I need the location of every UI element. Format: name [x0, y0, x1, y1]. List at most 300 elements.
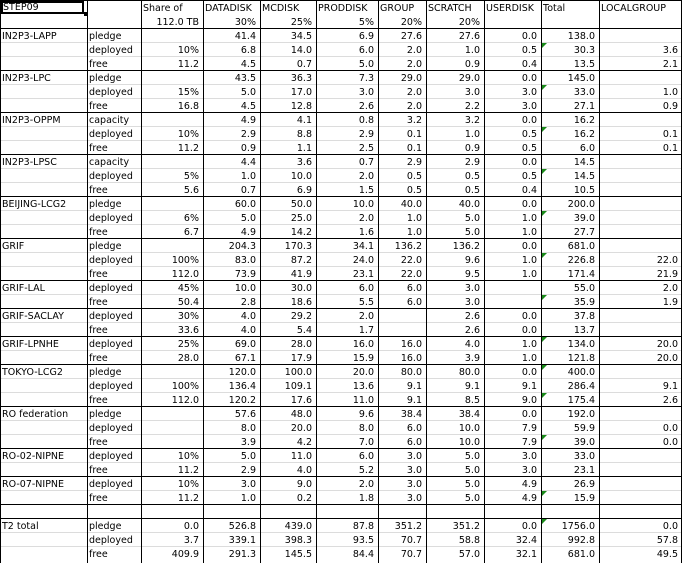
data-value[interactable] [599, 477, 682, 491]
data-value[interactable]: 10.0 [234, 283, 256, 294]
data-value[interactable]: 0.1 [662, 129, 678, 140]
data-value[interactable]: 2.0 [406, 59, 422, 70]
row-label[interactable]: free [89, 297, 108, 308]
data-value[interactable] [484, 281, 541, 295]
share-value[interactable]: 112.0 [171, 269, 199, 280]
data-value[interactable] [599, 239, 682, 253]
row-label[interactable]: deployed [89, 87, 133, 98]
share-value[interactable] [141, 435, 203, 449]
column-header[interactable]: GROUP [380, 3, 415, 14]
row-label[interactable]: pledge [89, 73, 122, 84]
data-value[interactable]: 138.0 [567, 31, 595, 42]
share-value[interactable]: 10% [177, 451, 199, 462]
data-value[interactable]: 67.1 [234, 353, 256, 364]
share-value[interactable]: 11.2 [177, 493, 199, 504]
row-label[interactable]: deployed [89, 423, 133, 434]
site-name[interactable]: RO federation [2, 409, 69, 420]
data-value[interactable]: 25.0 [290, 213, 312, 224]
data-value[interactable]: 2.6 [464, 311, 480, 322]
data-value[interactable]: 2.0 [358, 213, 374, 224]
column-subheader[interactable]: 30% [234, 17, 256, 28]
data-value[interactable]: 29.0 [458, 73, 480, 84]
data-value[interactable]: 4.0 [240, 311, 256, 322]
share-value[interactable] [141, 421, 203, 435]
data-value[interactable]: 1.0 [464, 129, 480, 140]
data-value[interactable]: 13.7 [573, 325, 595, 336]
data-value[interactable]: 5.0 [464, 465, 480, 476]
data-value[interactable]: 34.5 [290, 31, 312, 42]
data-value[interactable]: 7.0 [358, 437, 374, 448]
data-value[interactable]: 339.1 [228, 535, 256, 546]
data-value[interactable]: 28.0 [290, 339, 312, 350]
data-value[interactable]: 4.4 [240, 157, 256, 168]
data-value[interactable]: 171.4 [567, 269, 595, 280]
row-label[interactable]: deployed [89, 451, 133, 462]
data-value[interactable]: 0.9 [464, 59, 480, 70]
row-label[interactable]: pledge [89, 31, 122, 42]
data-value[interactable]: 2.0 [406, 101, 422, 112]
data-value[interactable]: 2.9 [240, 129, 256, 140]
row-label[interactable]: pledge [89, 199, 122, 210]
data-value[interactable]: 73.9 [234, 269, 256, 280]
data-value[interactable]: 87.2 [290, 255, 312, 266]
row-label[interactable]: deployed [89, 339, 133, 350]
data-value[interactable]: 1.9 [662, 297, 678, 308]
data-value[interactable]: 2.0 [662, 283, 678, 294]
data-value[interactable]: 3.0 [521, 451, 537, 462]
data-value[interactable] [599, 29, 682, 43]
data-value[interactable]: 5.0 [240, 451, 256, 462]
data-value[interactable]: 59.9 [573, 423, 595, 434]
data-value[interactable]: 992.8 [567, 535, 595, 546]
data-value[interactable]: 32.4 [515, 535, 537, 546]
data-value[interactable]: 69.0 [234, 339, 256, 350]
data-value[interactable]: 3.2 [464, 115, 480, 126]
data-value[interactable]: 0.0 [521, 31, 537, 42]
data-value[interactable]: 29.2 [290, 311, 312, 322]
site-name[interactable]: BEIJING-LCG2 [2, 199, 67, 210]
share-value[interactable]: 3.7 [183, 535, 199, 546]
data-value[interactable]: 1.0 [521, 339, 537, 350]
data-value[interactable]: 27.6 [400, 31, 422, 42]
column-header[interactable]: DATADISK [205, 3, 252, 14]
data-value[interactable]: 120.2 [228, 395, 256, 406]
data-value[interactable]: 1.0 [521, 269, 537, 280]
data-value[interactable]: 2.0 [358, 479, 374, 490]
data-value[interactable]: 3.6 [662, 45, 678, 56]
data-value[interactable]: 20.0 [290, 423, 312, 434]
row-label[interactable]: free [89, 185, 108, 196]
share-value[interactable]: 30% [177, 311, 199, 322]
data-value[interactable]: 9.1 [464, 381, 480, 392]
column-subheader[interactable]: 20% [458, 17, 480, 28]
row-label[interactable]: free [89, 101, 108, 112]
data-value[interactable]: 0.4 [521, 185, 537, 196]
row-label[interactable]: pledge [89, 521, 122, 532]
data-value[interactable]: 1.8 [358, 493, 374, 504]
data-value[interactable]: 41.4 [234, 31, 256, 42]
data-value[interactable]: 10.0 [458, 437, 480, 448]
data-value[interactable]: 136.2 [452, 241, 480, 252]
data-value[interactable]: 3.0 [521, 101, 537, 112]
share-value[interactable]: 6% [183, 213, 199, 224]
data-value[interactable]: 2.6 [662, 395, 678, 406]
row-label[interactable]: pledge [89, 409, 122, 420]
data-value[interactable]: 14.5 [573, 157, 595, 168]
data-value[interactable]: 2.0 [406, 45, 422, 56]
data-value[interactable]: 5.0 [464, 493, 480, 504]
share-value[interactable]: 11.2 [177, 59, 199, 70]
data-value[interactable]: 8.5 [464, 395, 480, 406]
share-value[interactable] [141, 29, 203, 43]
data-value[interactable]: 12.8 [290, 101, 312, 112]
data-value[interactable]: 4.2 [296, 437, 312, 448]
data-value[interactable]: 120.0 [228, 367, 256, 378]
data-value[interactable] [599, 113, 682, 127]
data-value[interactable]: 83.0 [234, 255, 256, 266]
data-value[interactable]: 0.5 [406, 185, 422, 196]
data-value[interactable]: 0.5 [521, 171, 537, 182]
data-value[interactable]: 0.1 [662, 143, 678, 154]
data-value[interactable] [484, 295, 541, 309]
data-value[interactable]: 4.9 [521, 479, 537, 490]
data-value[interactable]: 0.7 [358, 157, 374, 168]
data-value[interactable]: 17.9 [290, 353, 312, 364]
data-value[interactable]: 0.7 [240, 185, 256, 196]
data-value[interactable]: 0.9 [240, 143, 256, 154]
data-value[interactable]: 11.0 [352, 395, 374, 406]
data-value[interactable]: 0.7 [296, 59, 312, 70]
data-value[interactable]: 1.0 [662, 87, 678, 98]
row-label[interactable]: deployed [89, 255, 133, 266]
data-value[interactable]: 80.0 [400, 367, 422, 378]
data-value[interactable]: 2.9 [406, 157, 422, 168]
data-value[interactable]: 2.9 [358, 129, 374, 140]
share-value[interactable]: 33.6 [177, 325, 199, 336]
data-value[interactable]: 8.0 [240, 423, 256, 434]
data-value[interactable]: 7.3 [358, 73, 374, 84]
data-value[interactable]: 23.1 [573, 465, 595, 476]
data-value[interactable]: 13.5 [573, 59, 595, 70]
data-value[interactable]: 0.5 [521, 143, 537, 154]
data-value[interactable]: 27.6 [458, 31, 480, 42]
share-value[interactable]: 11.2 [177, 465, 199, 476]
data-value[interactable]: 23.1 [352, 269, 374, 280]
data-value[interactable]: 0.9 [464, 143, 480, 154]
data-value[interactable]: 1.5 [358, 185, 374, 196]
data-value[interactable]: 1.0 [464, 45, 480, 56]
share-value[interactable]: 25% [177, 339, 199, 350]
data-value[interactable] [599, 225, 682, 239]
data-value[interactable]: 7.9 [521, 437, 537, 448]
data-value[interactable]: 6.0 [406, 437, 422, 448]
site-name[interactable]: GRIF-SACLAY [2, 311, 64, 322]
data-value[interactable]: 6.0 [406, 423, 422, 434]
data-value[interactable]: 175.4 [567, 395, 595, 406]
row-label[interactable]: free [89, 549, 108, 560]
data-value[interactable]: 35.9 [573, 297, 595, 308]
row-label[interactable]: deployed [89, 381, 133, 392]
data-value[interactable]: 87.8 [352, 521, 374, 532]
share-value[interactable] [141, 155, 203, 169]
site-name[interactable]: IN2P3-LPSC [2, 157, 57, 168]
data-value[interactable]: 3.0 [521, 87, 537, 98]
data-value[interactable]: 9.1 [406, 381, 422, 392]
data-value[interactable]: 3.0 [406, 479, 422, 490]
data-value[interactable]: 2.9 [464, 157, 480, 168]
site-name[interactable]: RO-07-NIPNE [2, 479, 65, 490]
data-value[interactable]: 10.5 [573, 185, 595, 196]
data-value[interactable]: 681.0 [567, 241, 595, 252]
data-value[interactable]: 121.8 [567, 353, 595, 364]
data-value[interactable]: 5.0 [464, 227, 480, 238]
row-label[interactable]: free [89, 353, 108, 364]
data-value[interactable]: 0.1 [406, 143, 422, 154]
data-value[interactable]: 20.0 [352, 367, 374, 378]
data-value[interactable]: 93.5 [352, 535, 374, 546]
data-value[interactable]: 2.1 [662, 59, 678, 70]
data-value[interactable]: 33.0 [573, 451, 595, 462]
data-value[interactable]: 0.5 [464, 185, 480, 196]
data-value[interactable]: 0.0 [521, 241, 537, 252]
data-value[interactable]: 14.5 [573, 171, 595, 182]
data-value[interactable]: 1.0 [406, 227, 422, 238]
data-value[interactable]: 20.0 [656, 353, 678, 364]
share-value[interactable]: 28.0 [177, 353, 199, 364]
data-value[interactable]: 16.2 [573, 129, 595, 140]
row-label[interactable]: free [89, 437, 108, 448]
data-value[interactable] [599, 155, 682, 169]
data-value[interactable]: 291.3 [228, 549, 256, 560]
data-value[interactable]: 0.0 [662, 423, 678, 434]
data-value[interactable]: 18.6 [290, 297, 312, 308]
column-header[interactable]: USERDISK [486, 3, 534, 14]
row-label[interactable]: free [89, 59, 108, 70]
row-label[interactable]: capacity [89, 115, 130, 126]
data-value[interactable]: 3.0 [358, 87, 374, 98]
data-value[interactable]: 22.0 [400, 269, 422, 280]
data-value[interactable]: 16.0 [352, 339, 374, 350]
data-value[interactable]: 14.2 [290, 227, 312, 238]
data-value[interactable]: 9.6 [358, 409, 374, 420]
share-value[interactable]: 5% [183, 171, 199, 182]
data-value[interactable]: 38.4 [458, 409, 480, 420]
row-label[interactable]: free [89, 325, 108, 336]
data-value[interactable] [599, 183, 682, 197]
data-value[interactable]: 3.0 [406, 465, 422, 476]
data-value[interactable]: 134.0 [567, 339, 595, 350]
share-value[interactable] [141, 113, 203, 127]
data-value[interactable]: 37.8 [573, 311, 595, 322]
site-name[interactable]: IN2P3-LPC [2, 73, 51, 84]
site-name[interactable]: IN2P3-LAPP [2, 31, 57, 42]
data-value[interactable]: 2.0 [406, 87, 422, 98]
data-value[interactable]: 145.5 [284, 549, 312, 560]
site-name[interactable]: GRIF-LPNHE [2, 339, 59, 350]
data-value[interactable]: 70.7 [400, 535, 422, 546]
data-value[interactable]: 170.3 [284, 241, 312, 252]
data-value[interactable]: 41.9 [290, 269, 312, 280]
data-value[interactable]: 204.3 [228, 241, 256, 252]
data-value[interactable]: 49.5 [656, 549, 678, 560]
data-value[interactable]: 50.0 [290, 199, 312, 210]
data-value[interactable]: 6.0 [358, 45, 374, 56]
data-value[interactable]: 58.8 [458, 535, 480, 546]
data-value[interactable]: 16.0 [400, 339, 422, 350]
share-value[interactable] [141, 239, 203, 253]
share-value[interactable]: 6.7 [183, 227, 199, 238]
data-value[interactable]: 1.0 [521, 213, 537, 224]
data-value[interactable]: 33.0 [573, 87, 595, 98]
column-header[interactable]: MCDISK [262, 3, 300, 14]
data-value[interactable]: 14.0 [290, 45, 312, 56]
data-value[interactable]: 34.1 [352, 241, 374, 252]
row-label[interactable]: deployed [89, 479, 133, 490]
data-value[interactable]: 5.0 [240, 87, 256, 98]
data-value[interactable] [599, 407, 682, 421]
data-value[interactable]: 2.0 [358, 311, 374, 322]
data-value[interactable]: 60.0 [234, 199, 256, 210]
data-value[interactable]: 6.0 [406, 297, 422, 308]
data-value[interactable]: 17.6 [290, 395, 312, 406]
data-value[interactable]: 15.9 [352, 353, 374, 364]
data-value[interactable]: 4.9 [240, 227, 256, 238]
data-value[interactable]: 192.0 [567, 409, 595, 420]
share-value[interactable]: 409.9 [171, 549, 199, 560]
data-value[interactable]: 3.0 [464, 297, 480, 308]
site-name[interactable]: GRIF-LAL [2, 283, 45, 294]
data-value[interactable] [378, 323, 426, 337]
data-value[interactable]: 55.0 [573, 283, 595, 294]
data-value[interactable]: 3.9 [464, 353, 480, 364]
data-value[interactable]: 0.0 [521, 521, 537, 532]
share-value[interactable]: 100% [171, 381, 199, 392]
data-value[interactable]: 2.8 [240, 297, 256, 308]
data-value[interactable]: 27.1 [573, 101, 595, 112]
data-value[interactable]: 0.0 [521, 367, 537, 378]
data-value[interactable]: 1756.0 [561, 521, 595, 532]
data-value[interactable]: 8.8 [296, 129, 312, 140]
data-value[interactable]: 0.0 [662, 437, 678, 448]
data-value[interactable]: 22.0 [400, 255, 422, 266]
data-value[interactable]: 20.0 [656, 339, 678, 350]
data-value[interactable] [599, 491, 682, 505]
data-value[interactable]: 5.5 [358, 297, 374, 308]
data-value[interactable]: 40.0 [458, 199, 480, 210]
row-label[interactable]: deployed [89, 311, 133, 322]
data-value[interactable]: 145.0 [567, 73, 595, 84]
data-value[interactable]: 9.0 [296, 479, 312, 490]
data-value[interactable]: 4.1 [296, 115, 312, 126]
data-value[interactable]: 2.2 [464, 101, 480, 112]
data-value[interactable]: 1.6 [358, 227, 374, 238]
data-value[interactable]: 351.2 [394, 521, 422, 532]
data-value[interactable]: 40.0 [400, 199, 422, 210]
data-value[interactable]: 36.3 [290, 73, 312, 84]
data-value[interactable]: 9.0 [521, 395, 537, 406]
share-value[interactable]: 11.2 [177, 143, 199, 154]
row-label[interactable]: free [89, 395, 108, 406]
data-value[interactable]: 5.0 [358, 59, 374, 70]
data-value[interactable]: 5.0 [464, 479, 480, 490]
data-value[interactable]: 0.0 [662, 521, 678, 532]
column-subheader[interactable]: 112.0 TB [156, 17, 199, 28]
share-value[interactable] [141, 71, 203, 85]
data-value[interactable]: 13.6 [352, 381, 374, 392]
data-value[interactable]: 0.0 [521, 157, 537, 168]
row-label[interactable]: deployed [89, 535, 133, 546]
data-value[interactable]: 26.9 [573, 479, 595, 490]
data-value[interactable]: 1.0 [521, 227, 537, 238]
share-value[interactable] [141, 197, 203, 211]
data-value[interactable] [599, 365, 682, 379]
share-value[interactable]: 10% [177, 45, 199, 56]
data-value[interactable]: 6.0 [406, 283, 422, 294]
data-value[interactable]: 17.0 [290, 87, 312, 98]
column-header[interactable]: LOCALGROUP [601, 3, 666, 14]
data-value[interactable]: 1.0 [406, 213, 422, 224]
data-value[interactable]: 1.1 [296, 143, 312, 154]
data-value[interactable]: 0.0 [521, 199, 537, 210]
data-value[interactable] [378, 309, 426, 323]
share-value[interactable]: 10% [177, 129, 199, 140]
site-name[interactable]: GRIF [2, 241, 25, 252]
data-value[interactable] [599, 211, 682, 225]
data-value[interactable]: 0.5 [521, 129, 537, 140]
data-value[interactable]: 0.0 [521, 325, 537, 336]
data-value[interactable]: 2.0 [358, 171, 374, 182]
data-value[interactable]: 0.9 [662, 101, 678, 112]
data-value[interactable]: 5.4 [296, 325, 312, 336]
data-value[interactable]: 32.1 [515, 549, 537, 560]
column-subheader[interactable]: 20% [400, 17, 422, 28]
data-value[interactable]: 0.0 [521, 311, 537, 322]
row-label[interactable]: deployed [89, 283, 133, 294]
data-value[interactable]: 3.0 [240, 479, 256, 490]
row-label[interactable]: free [89, 143, 108, 154]
data-value[interactable]: 21.9 [656, 269, 678, 280]
column-subheader[interactable]: 5% [358, 17, 374, 28]
data-value[interactable]: 9.1 [406, 395, 422, 406]
data-value[interactable]: 30.3 [573, 45, 595, 56]
data-value[interactable]: 3.6 [296, 157, 312, 168]
data-value[interactable]: 4.0 [240, 325, 256, 336]
data-value[interactable]: 39.0 [573, 437, 595, 448]
data-value[interactable]: 7.9 [521, 423, 537, 434]
data-value[interactable]: 80.0 [458, 367, 480, 378]
data-value[interactable]: 38.4 [400, 409, 422, 420]
data-value[interactable] [599, 197, 682, 211]
data-value[interactable]: 10.0 [458, 423, 480, 434]
data-value[interactable]: 1.0 [521, 353, 537, 364]
data-value[interactable]: 3.0 [464, 283, 480, 294]
data-value[interactable]: 1.7 [358, 325, 374, 336]
data-value[interactable]: 3.0 [406, 451, 422, 462]
data-value[interactable]: 0.5 [464, 171, 480, 182]
data-value[interactable]: 9.1 [662, 381, 678, 392]
data-value[interactable]: 6.8 [240, 45, 256, 56]
data-value[interactable]: 16.2 [573, 115, 595, 126]
data-value[interactable]: 8.0 [358, 423, 374, 434]
share-value[interactable]: 45% [177, 283, 199, 294]
data-value[interactable]: 100.0 [284, 367, 312, 378]
data-value[interactable]: 200.0 [567, 199, 595, 210]
data-value[interactable]: 526.8 [228, 521, 256, 532]
data-value[interactable]: 10.0 [290, 171, 312, 182]
data-value[interactable]: 2.6 [358, 101, 374, 112]
data-value[interactable]: 84.4 [352, 549, 374, 560]
data-value[interactable]: 39.0 [573, 213, 595, 224]
